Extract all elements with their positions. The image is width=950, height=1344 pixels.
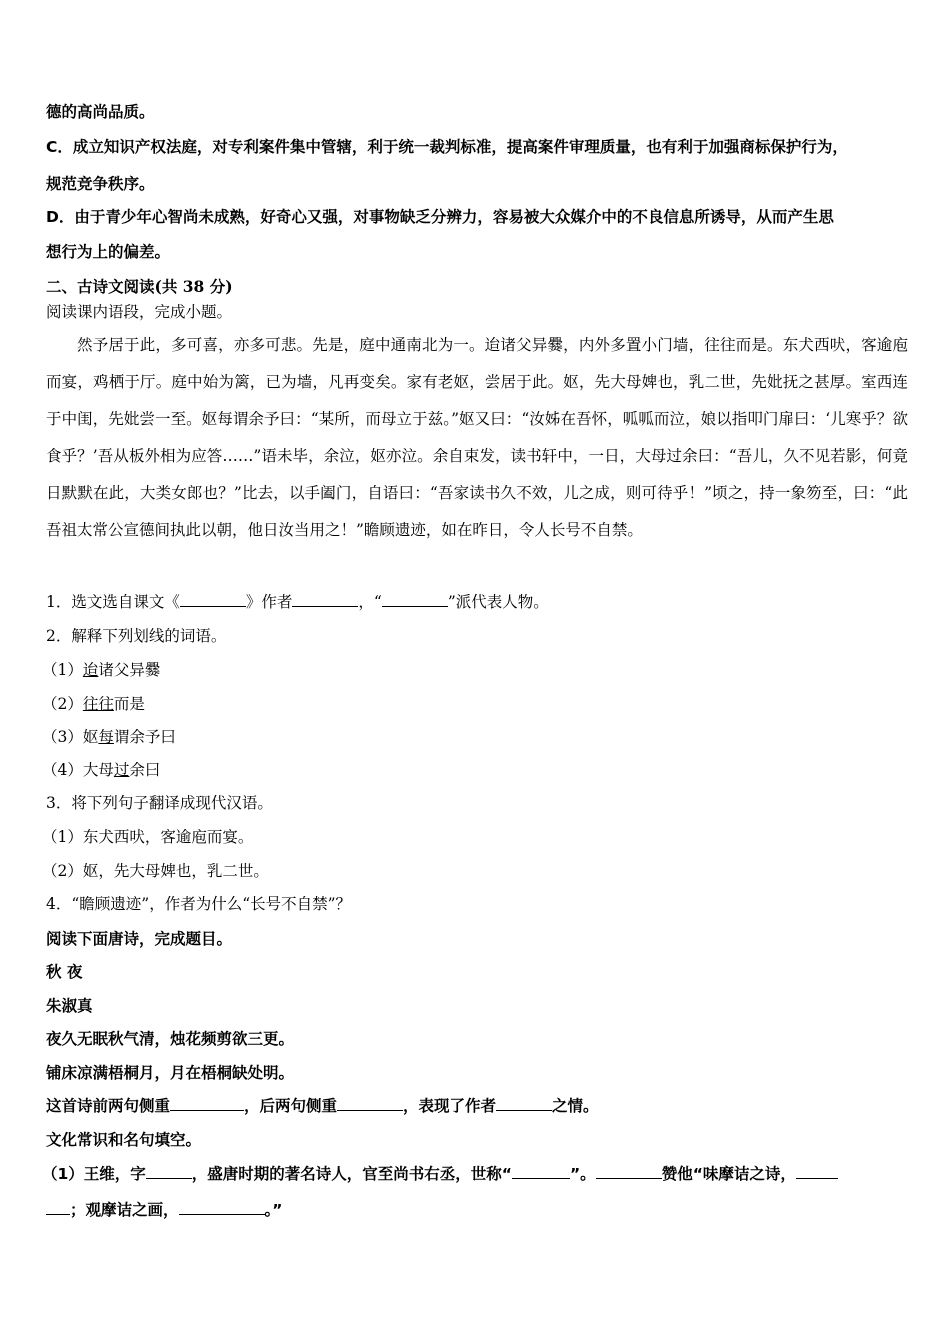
question-4: 4．“瞻顾遗迹”，作者为什么“长号不自禁”？	[46, 895, 352, 913]
answer-blank[interactable]	[180, 592, 246, 607]
item-text: 而是	[113, 695, 145, 713]
option-c-line2: 规范竞争秩序。	[46, 174, 155, 193]
section-heading: 二、古诗文阅读(共 38 分)	[46, 277, 233, 296]
poem-instruction: 阅读下面唐诗，完成题目。	[46, 930, 233, 948]
text-line: 德的高尚品质。	[46, 102, 155, 121]
answer-blank[interactable]	[796, 1164, 838, 1179]
q1-part-d: ”派代表人物。	[447, 593, 549, 611]
answer-blank[interactable]	[496, 1096, 552, 1111]
item-text: 谓余予曰	[113, 728, 176, 746]
section-instruction: 阅读课内语段，完成小题。	[46, 303, 233, 321]
question-2-2	[42, 694, 145, 714]
underlined-word: 每	[98, 728, 114, 746]
answer-blank[interactable]	[179, 1200, 265, 1215]
poem-question	[46, 1096, 599, 1116]
question-3-1: （1）东犬西吠，客逾庖而宴。	[42, 828, 254, 846]
item-text: 大母	[82, 761, 114, 779]
poem-title: 秋 夜	[46, 962, 83, 981]
option-c-line1	[46, 137, 848, 157]
poem-line-2: 铺床凉满梧桐月，月在梧桐缺处明。	[46, 1063, 295, 1082]
answer-blank[interactable]	[292, 592, 358, 607]
item-number: （4）	[42, 761, 83, 779]
question-2: 2．解释下列划线的词语。	[46, 627, 227, 645]
option-d-label: D．	[46, 208, 75, 226]
item-text: 余曰	[129, 761, 161, 779]
answer-blank[interactable]	[512, 1164, 570, 1179]
culture-q1-part-c: ”。	[570, 1165, 596, 1183]
poem-q-part-b: ，后两句侧重	[244, 1097, 338, 1115]
option-d-line2: 想行为上的偏差。	[46, 242, 171, 261]
item-text: 诸父异爨	[98, 661, 161, 679]
culture-heading: 文化常识和名句填空。	[46, 1131, 202, 1149]
question-2-3	[42, 727, 176, 747]
item-number: （2）	[42, 695, 83, 713]
culture-q1-part-d: 赞他“味摩诘之诗，	[661, 1165, 796, 1183]
question-2-4	[42, 760, 160, 780]
option-c-label: C．	[46, 138, 73, 156]
poem-q-part-a: 这首诗前两句侧重	[46, 1097, 171, 1115]
q1-part-c: ，“	[358, 593, 382, 611]
option-c-text: 成立知识产权法庭，对专利案件集中管辖，利于统一裁判标准，提高案件审理质量，也有利于加强商标保护行为，	[72, 137, 848, 156]
item-number: （3）	[42, 728, 83, 746]
underlined-word: 迨	[82, 661, 99, 679]
culture-q1-part-e: ；观摩诘之画，	[70, 1201, 179, 1219]
item-number: （1）	[42, 661, 83, 679]
q1-part-b: 》作者	[245, 593, 293, 611]
poem-line-1: 夜久无眠秋气清，烛花频剪欲三更。	[46, 1029, 295, 1048]
question-2-1	[42, 660, 160, 680]
culture-question-1-line1	[42, 1164, 838, 1184]
culture-q1-part-b: ，盛唐时期的著名诗人，官至尚书右丞，世称“	[191, 1165, 512, 1183]
culture-question-1-line2	[46, 1200, 282, 1220]
poem-q-part-d: 之情。	[552, 1097, 599, 1115]
question-3-2: （2）妪，先大母婢也，乳二世。	[42, 862, 269, 880]
question-3: 3．将下列句子翻译成现代汉语。	[46, 794, 273, 812]
poem-q-part-c: ，表现了作者	[403, 1097, 497, 1115]
question-1	[46, 592, 549, 612]
item-text: 妪	[82, 728, 99, 746]
answer-blank[interactable]	[337, 1096, 403, 1111]
answer-blank[interactable]	[146, 1164, 192, 1179]
answer-blank[interactable]	[382, 592, 448, 607]
culture-q1-part-f: 。”	[264, 1201, 283, 1219]
underlined-word: 过	[113, 761, 130, 779]
answer-blank[interactable]	[46, 1200, 70, 1215]
q1-part-a: 1．选文选自课文《	[46, 593, 180, 611]
poem-author: 朱淑真	[46, 996, 93, 1015]
classical-passage: 然予居于此，多可喜，亦多可悲。先是，庭中通南北为一。迨诸父异爨，内外多置小门墙，往往而是。东犬西吠，客逾庖而宴，鸡栖于厅。庭中始为篱，已为墙，凡再变矣。家有老妪，尝居于此。妪，先大母婢也，乳二世，先妣抚之甚厚。室西连于中闺，先妣尝一至。妪每谓余予曰：“某所，而母立于兹。”妪又曰：“汝姊在吾怀，呱呱而泣，娘以指叩门扉曰：‘儿寒乎？欲食乎？’吾从板外相为应答……”语未毕，余泣，妪亦泣。余自束发，读书轩中，一日，大母过余曰：“吾儿，久不见若影，何竟日默默在此，大类女郎也？”比去，以手阖门，自语曰：“吾家读书久不效，儿之成，则可待乎！”顷之，持一象笏至，曰：“此吾祖太常公宣德间执此以朝，他日汝当用之！”瞻顾遗迹，如在昨日，令人长号不自禁。	[46, 336, 908, 539]
culture-q1-part-a: （1）王维，字	[42, 1165, 146, 1183]
answer-blank[interactable]	[596, 1164, 662, 1179]
option-d-line1	[46, 207, 834, 227]
underlined-word: 往往	[82, 695, 114, 713]
answer-blank[interactable]	[170, 1096, 244, 1111]
option-d-text: 由于青少年心智尚未成熟，好奇心又强，对事物缺乏分辨力，容易被大众媒介中的不良信息所诱导，从而产生思	[74, 207, 834, 226]
